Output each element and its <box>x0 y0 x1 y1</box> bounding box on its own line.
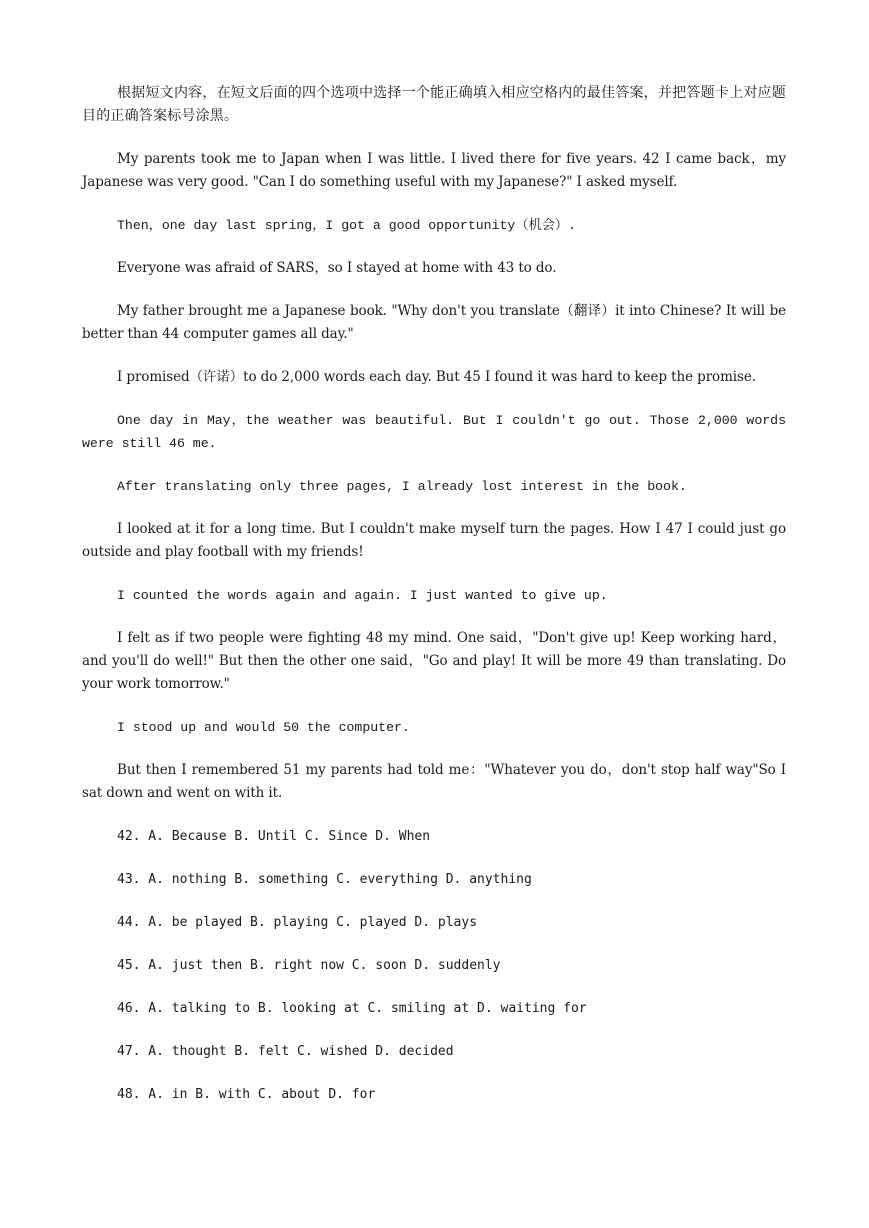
paragraph-3: Everyone was afraid of SARS，so I stayed at home with 43 to do. <box>117 260 557 276</box>
paragraph-5: I promised（许诺）to do 2,000 words each day. But 45 I found it was hard to keep the promise. <box>117 369 756 385</box>
instructions: 根据短文内容，在短文后面的四个选项中选择一个能正确填入相应空格内的最佳答案，并把答题卡上对应题目的正确答案标号涂黑。 <box>82 85 786 124</box>
paragraph-11: I stood up and would 50 the computer. <box>117 720 410 735</box>
paragraph-6: One day in May，the weather was beautiful. But I couldn't go out. Those 2,000 words were still 46 me. <box>82 413 786 451</box>
paragraph-8: I looked at it for a long time. But I couldn't make myself turn the pages. How I 47 I could just go outside and play football with my friends! <box>82 521 786 560</box>
option-line-48: 48. A. in B. with C. about D. for <box>117 1087 376 1102</box>
option-line-44: 44. A. be played B. playing C. played D. plays <box>117 915 478 930</box>
option-line-46: 46. A. talking to B. looking at C. smiling at D. waiting for <box>117 1001 587 1016</box>
paragraph-9: I counted the words again and again. I just wanted to give up. <box>117 588 608 603</box>
paragraph-10: I felt as if two people were fighting 48 my mind. One said，"Don't give up! Keep working hard，and you'll do well!" But then the other one said，"Go and play! It will be more 49 than translating. Do your work tomorrow." <box>82 630 786 692</box>
paragraph-1: My parents took me to Japan when I was little. I lived there for five years. 42 I came back，my Japanese was very good. "Can I do something useful with my Japanese?" I asked myself. <box>82 151 786 190</box>
paragraph-7: After translating only three pages, I already lost interest in the book. <box>117 479 687 494</box>
option-line-43: 43. A. nothing B. something C. everything D. anything <box>117 872 532 887</box>
option-line-47: 47. A. thought B. felt C. wished D. decided <box>117 1044 454 1059</box>
option-line-42: 42. A. Because B. Until C. Since D. When <box>117 829 431 844</box>
paragraph-12: But then I remembered 51 my parents had told me："Whatever you do，don't stop half way"So I sat down and went on with it. <box>82 762 786 801</box>
paragraph-2: Then，one day last spring，I got a good opportunity（机会）. <box>117 218 576 233</box>
option-line-45: 45. A. just then B. right now C. soon D. suddenly <box>117 958 501 973</box>
paragraph-4: My father brought me a Japanese book. "Why don't you translate（翻译）it into Chinese? It will be better than 44 computer games all day." <box>82 303 786 342</box>
document-page <box>82 82 786 1126</box>
